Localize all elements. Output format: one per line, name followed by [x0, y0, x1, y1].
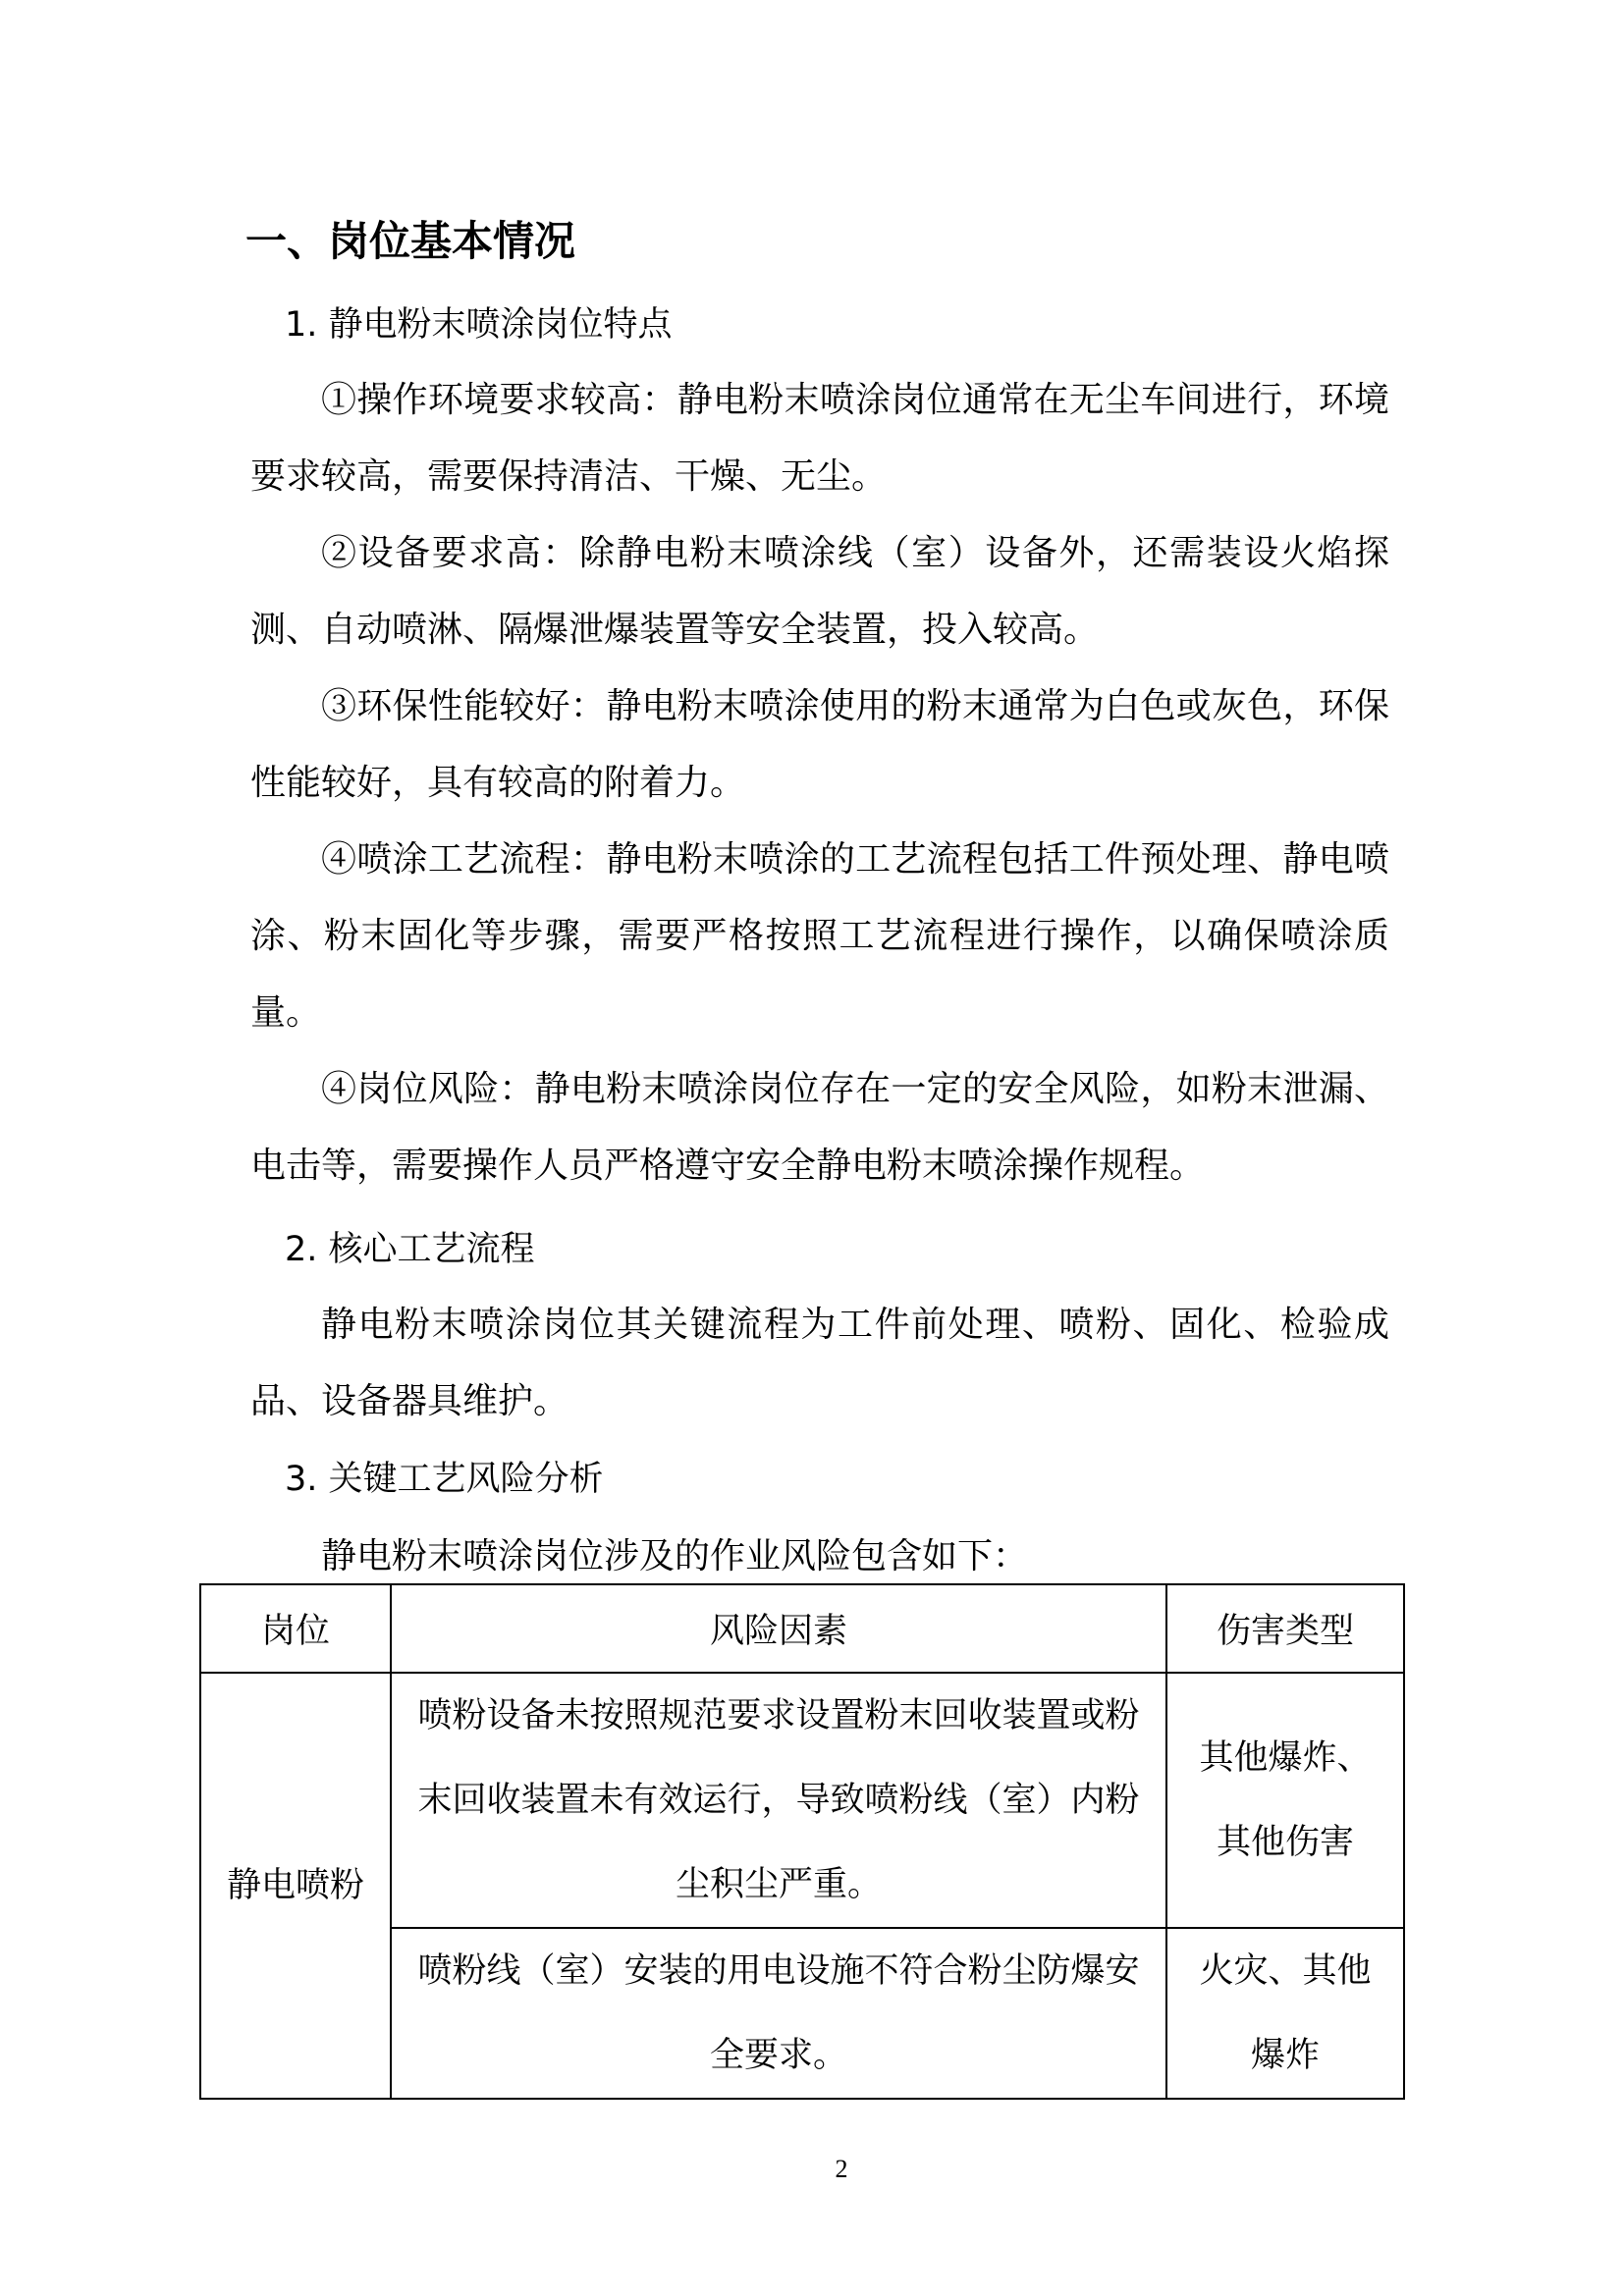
table-header-row: [200, 1584, 1404, 1673]
paragraph: ①操作环境要求较高：静电粉末喷涂岗位通常在无尘车间进行，环境要求较高，需要保持清洁、干燥、无尘。: [250, 380, 1389, 497]
table-cell-risk: 喷粉线（室）安装的用电设施不符合粉尘防爆安全要求。: [391, 1928, 1166, 2099]
page-number: 2: [835, 2155, 848, 2183]
table-cell-post: 静电喷粉: [200, 1673, 391, 2099]
paragraph: ④喷涂工艺流程：静电粉末喷涂的工艺流程包括工件预处理、静电喷涂、粉末固化等步骤，需要严格按照工艺流程进行操作，以确保喷涂质量。: [250, 839, 1389, 1033]
subsection-title-3: 3. 关键工艺风险分析: [285, 1460, 604, 1499]
table-cell-harm: 火灾、其他爆炸: [1166, 1928, 1404, 2099]
table-cell-harm: 其他爆炸、其他伤害: [1166, 1673, 1404, 1928]
section-title: 一、岗位基本情况: [245, 217, 576, 265]
paragraph: 静电粉末喷涂岗位涉及的作业风险包含如下：: [321, 1536, 1029, 1576]
subsection-title-2: 2. 核心工艺流程: [285, 1230, 535, 1269]
subsection-title-1: 1. 静电粉末喷涂岗位特点: [285, 305, 673, 345]
paragraph: 静电粉末喷涂岗位其关键流程为工件前处理、喷粉、固化、检验成品、设备器具维护。: [250, 1305, 1389, 1421]
table-header-post: 岗位: [200, 1584, 391, 1673]
table-row: [200, 1673, 1404, 1928]
paragraph: ③环保性能较好：静电粉末喷涂使用的粉末通常为白色或灰色，环保性能较好，具有较高的附着力。: [250, 686, 1389, 803]
risk-table: [199, 1583, 1405, 2100]
table-cell-risk: 喷粉设备未按照规范要求设置粉末回收装置或粉末回收装置未有效运行，导致喷粉线（室）内粉尘积尘严重。: [391, 1673, 1166, 1928]
table-header-harm: 伤害类型: [1166, 1584, 1404, 1673]
paragraph: ④岗位风险：静电粉末喷涂岗位存在一定的安全风险，如粉末泄漏、电击等，需要操作人员严格遵守安全静电粉末喷涂操作规程。: [250, 1069, 1389, 1186]
table-header-risk: 风险因素: [391, 1584, 1166, 1673]
paragraph: ②设备要求高：除静电粉末喷涂线（室）设备外，还需装设火焰探测、自动喷淋、隔爆泄爆装置等安全装置，投入较高。: [250, 533, 1389, 650]
